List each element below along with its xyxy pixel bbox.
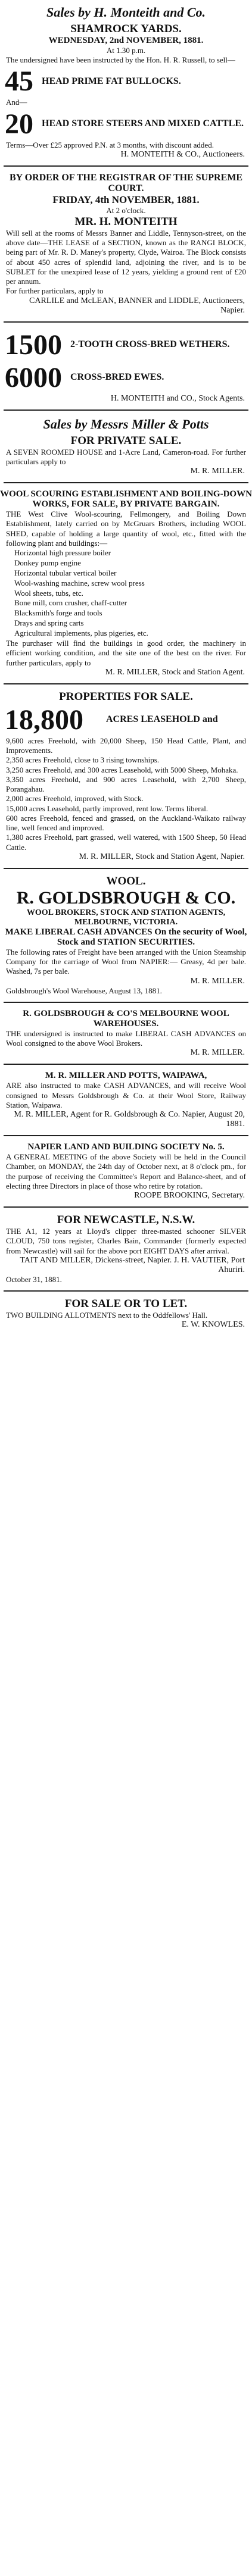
- potts: M. R. MILLER AND POTTS, WAIPAWA,: [45, 1071, 207, 1081]
- sig-7b: Goldsbrough's Wool Warehouse, August 13, 1881.: [6, 986, 162, 995]
- count-1500: 1500: [5, 329, 62, 361]
- sig-6: M. R. MILLER, Stock and Station Agent, Napier.: [79, 852, 245, 861]
- text-1500: 2-TOOTH CROSS-BRED WETHERS.: [70, 339, 230, 349]
- list-item: Donkey pump engine: [14, 558, 81, 567]
- wool-end: The purchaser will find the buildings in good order, the machinery in efficient working condition, and the site one of the best on the river. For further particulars, apply to: [6, 639, 246, 667]
- divider: [4, 1290, 248, 1292]
- divider: [4, 321, 248, 323]
- list-item: Agricultural implements, plus pigeries, etc.: [14, 629, 148, 638]
- list-item: Drays and spring carts: [14, 618, 84, 628]
- newcastle-text: THE A1, 12 years at Lloyd's clipper three-masted schooner SILVER CLOUD, 750 tons register, Charles Bain, Commander (formerly expected from Newcastle) will sail for the above port EIGHT DAYS after arrival.: [6, 1227, 246, 1255]
- mr-monteith: MR. H. MONTEITH: [74, 215, 178, 228]
- list-item: Horizontal tubular vertical boiler: [14, 568, 117, 577]
- napier-society: NAPIER LAND AND BUILDING SOCIETY No. 5.: [27, 1142, 225, 1152]
- divider: [4, 1135, 248, 1136]
- divider: [4, 868, 248, 869]
- and: And—: [6, 98, 27, 107]
- sig-11: TAIT AND MILLER, Dickens-street, Napier. J. H. VAUTIER, Port Ahuriri.: [20, 1255, 245, 1274]
- goldsbrough: R. GOLDSBROUGH & CO.: [16, 887, 236, 908]
- text-6000: CROSS-BRED EWES.: [70, 372, 164, 382]
- plant-list: [0, 548, 252, 639]
- lot-6000: [0, 361, 252, 394]
- count-6000: 6000: [5, 361, 62, 393]
- text-18800: ACRES LEASEHOLD and: [106, 714, 218, 725]
- sig-2: CARLILE and McLEAN, BANNER and LIDDLE, Auctioneers, Napier.: [29, 296, 245, 315]
- lot-18800: [0, 704, 252, 736]
- sig-1: H. MONTEITH & CO., Auctioneers.: [120, 149, 245, 159]
- text-20: HEAD STORE STEERS AND MIXED CATTLE.: [42, 118, 244, 129]
- count-18800: 18,800: [5, 704, 83, 736]
- list-item: Wool-washing machine, screw wool press: [14, 578, 145, 587]
- newcastle: FOR NEWCASTLE, N.S.W.: [57, 1214, 195, 1227]
- sig-5: M. R. MILLER, Stock and Station Agent.: [105, 667, 245, 677]
- potts-text: ARE also instructed to make CASH ADVANCES, and will receive Wool consigned to Messrs Goldsbrough & Co. at their Wool Store, Railway Station, Waipawa.: [6, 1081, 246, 1109]
- divider: [4, 1064, 248, 1065]
- sig-9: M. R. MILLER, Agent for R. Goldsbrough & Co. Napier, August 20, 1881.: [14, 1110, 245, 1129]
- divider: [4, 482, 248, 483]
- date-1: WEDNESDAY, 2nd NOVEMBER, 1881.: [48, 36, 204, 45]
- property-text: 9,600 acres Freehold, with 20,000 Sheep, 150 Head Cattle, Plant, and Improvements. 2,350 acres Freehold, close to 3 rising townships. 3,250 acres Freehold, and 300 acres Leasehold, with 5000 Sheep, Mohaka. 3,350 acres Freehold, and 900 acres Leasehold, with 2,700 Sheep, Porangahau. 2,000 acres Freehold, improved, with Stock. 15,000 acres Leasehold, partly improved, rent low. Terms liberal. 600 acres Freehold, fenced and grassed, on the Auckland-Waikato railway line, well fenced and improved. 1,380 acres Freehold, part grassed, well watered, with 1500 Sheep, 50 Head Cattle.: [6, 736, 246, 852]
- text-45: HEAD PRIME FAT BULLOCKS.: [42, 76, 181, 86]
- divider: [4, 165, 248, 167]
- sig-7: M. R. MILLER.: [190, 976, 245, 986]
- list-item: Wool sheets, tubs, etc.: [14, 588, 83, 598]
- lot-1500: [0, 329, 252, 361]
- divider: [4, 683, 248, 684]
- to-let: FOR SALE OR TO LET.: [64, 1298, 188, 1311]
- sig-10: ROOPE BROOKING, Secretary.: [134, 1191, 245, 1201]
- divider: [4, 409, 248, 411]
- lot-45: [0, 65, 252, 98]
- further: For further particulars, apply to: [6, 286, 104, 296]
- list-item: Horizontal high pressure boiler: [14, 548, 111, 557]
- sig-3: H. MONTEITH and CO., Stock Agents.: [110, 393, 245, 403]
- list-item: Blacksmith's forge and tools: [14, 608, 102, 618]
- private-text: A SEVEN ROOMED HOUSE and 1-Acre Land, Cameron-road. For further particulars apply to: [6, 447, 246, 466]
- divider: [4, 1206, 248, 1208]
- list-item: Bone mill, corn crusher, chaff-cutter: [14, 598, 127, 608]
- sig-12: E. W. KNOWLES.: [181, 1320, 245, 1330]
- society-text: A GENERAL MEETING of the above Society will be held in the Council Chamber, on MONDAY, the 24th day of October next, at 8 o'clock pm., for the purpose of receiving the Committee's Report and Balance-sheet, and of electing three Directors in place of those who retire by rotation.: [6, 1152, 246, 1190]
- wool-establishment: WOOL SCOURING ESTABLISHMENT AND BOILING-DOWN WORKS, FOR SALE, BY PRIVATE BARGAIN.: [0, 489, 252, 509]
- count-20: 20: [5, 108, 33, 140]
- divider: [4, 1002, 248, 1003]
- rates: The following rates of Freight have been arranged with the Union Steamship Company for the carriage of Wool from NAPIER:— Greasy, 4d per bale. Washed, 7s per bale.: [6, 947, 246, 976]
- wool-text: THE West Clive Wool-scouring, Fellmongery, and Boiling Down Establishment, lately carried on by McGruars Brothers, including WOOL SHED, capable of holding a large quantity of wool, etc., fitted with the following plant and buildings:—: [6, 509, 246, 548]
- time-1: At 1.30 p.m.: [106, 46, 146, 55]
- sig-4: M. R. MILLER.: [190, 467, 245, 476]
- count-45: 45: [5, 65, 33, 98]
- instr-1: The undersigned have been instructed by the Hon. H. R. Russell, to sell—: [6, 55, 235, 64]
- to-let-text: TWO BUILDING ALLOTMENTS next to the Oddfellows' Hall.: [6, 1311, 208, 1320]
- body-2: Will sell at the rooms of Messrs Banner and Liddle, Tennyson-street, on the above date—THE LEASE of a SECTION, known as the RANGI BLOCK, being part of Mr. R. D. Maney's property, Clyde, Wairoa. The Block consists of about 450 acres of splendid land, adjoining the river, and is to be SUBLET for the unexpired lease of 12 years, yielding a ground rent of £20 per annum.: [6, 228, 246, 286]
- brokers: WOOL BROKERS, STOCK AND STATION AGENTS, MELBOURNE, VICTORIA.: [26, 908, 226, 927]
- sig-8: M. R. MILLER.: [190, 1048, 245, 1058]
- properties: PROPERTIES FOR SALE.: [59, 690, 193, 703]
- october: October 31, 1881.: [6, 1274, 62, 1284]
- wool-heading: WOOL.: [106, 874, 146, 887]
- melbourne: R. GOLDSBROUGH & CO'S MELBOURNE WOOL WAREHOUSES.: [23, 1008, 229, 1028]
- liberal: MAKE LIBERAL CASH ADVANCES On the security of Wool, Stock and STATION SECURITIES.: [5, 927, 247, 947]
- section-header: Sales by H. Monteith and Co.: [46, 5, 206, 20]
- private-sale: FOR PRIVATE SALE.: [70, 434, 182, 447]
- section-header-2: Sales by Messrs Miller & Potts: [43, 416, 209, 432]
- yards: SHAMROCK YARDS.: [70, 23, 182, 35]
- melbourne-text: THE undersigned is instructed to make LIBERAL CASH ADVANCES on Wool consigned to the above Wool Brokers.: [6, 1028, 246, 1048]
- time-2: At 2 o'clock.: [106, 205, 146, 215]
- lot-20: [0, 108, 252, 140]
- order: BY ORDER OF THE REGISTRAR OF THE SUPREME COURT.: [9, 172, 243, 193]
- terms-1: Terms—Over £25 approved P.N. at 3 months, with discount added.: [6, 140, 214, 149]
- date-2: FRIDAY, 4th NOVEMBER, 1881.: [52, 193, 200, 205]
